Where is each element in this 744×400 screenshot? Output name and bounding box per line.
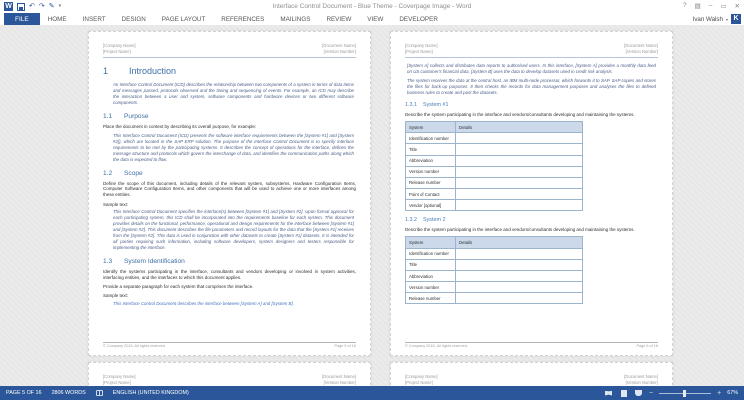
system-2-lead: Describe the system participating in the interface and vendors/consultants developing and maintaining the systems.	[405, 226, 635, 232]
details-cell[interactable]	[456, 200, 583, 211]
restore-icon[interactable]: ▭	[720, 3, 727, 10]
table-row[interactable]: Abbreviation	[406, 270, 583, 281]
table-row[interactable]: Point of Contact	[406, 189, 583, 200]
details-cell[interactable]	[456, 248, 583, 259]
scope-sample-label: Sample text:	[103, 201, 129, 207]
quick-access-toolbar	[0, 2, 61, 11]
header-document: [Document Name]	[322, 43, 356, 48]
header-document: [Document Name]	[624, 374, 658, 379]
tab-review[interactable]: REVIEW	[326, 15, 352, 23]
table-row[interactable]: Abbreviation	[406, 155, 583, 166]
column-header-details: Details	[456, 237, 583, 248]
page-8[interactable]	[390, 362, 673, 386]
details-cell[interactable]	[456, 282, 583, 293]
header-project: [Project Name]	[405, 380, 433, 385]
touch-mode-icon[interactable]: ✎	[48, 3, 55, 10]
table-row[interactable]: Release number	[406, 293, 583, 304]
avatar[interactable]: K	[731, 14, 741, 24]
system-a-paragraph: [System A] collects and distributes data reports to authorised users. In this interface, [System A] provides a monthly data feed on US customer's financial data. [System B] uses the data to develop datasets used in credit risk analysis.	[407, 63, 656, 74]
page-header	[103, 374, 356, 386]
heading-system-1: 1.3.1 System #1	[405, 102, 449, 109]
scope-lead: Define the scope of this document, including details of the relevant system, subsystems, Hardware Configuration Items, Computer Software Configuration Items, and other components that will be used to achieve one or more interfaces among these entities.	[103, 180, 356, 198]
tab-file[interactable]: FILE	[4, 13, 40, 25]
read-mode-icon[interactable]	[604, 389, 613, 398]
footer-page-number: Page 6 of 16	[636, 344, 658, 348]
page-footer	[103, 342, 356, 349]
tab-mailings[interactable]: MAILINGS	[280, 15, 311, 23]
table-row[interactable]: Vendor [optional]	[406, 200, 583, 211]
page-count-indicator[interactable]: PAGE 5 OF 16	[6, 390, 42, 396]
header-version: [Version Number]	[625, 49, 658, 54]
header-document: [Document Name]	[322, 374, 356, 379]
details-cell[interactable]	[456, 144, 583, 155]
system-1-table[interactable]	[405, 121, 583, 212]
chevron-down-icon: ▾	[725, 16, 728, 22]
header-version: [Version Number]	[625, 380, 658, 385]
print-layout-icon[interactable]	[619, 389, 628, 398]
undo-icon[interactable]: ↶	[29, 3, 35, 10]
table-row[interactable]: Identification number	[406, 248, 583, 259]
system-identification-lead2: Provide a separate paragraph for each system that comprises the interface.	[103, 283, 254, 289]
details-cell[interactable]	[456, 189, 583, 200]
details-cell[interactable]	[456, 293, 583, 304]
heading-purpose: 1.1 Purpose	[103, 112, 149, 120]
account-name: Ivan Walsh	[692, 15, 723, 23]
table-row[interactable]: Title	[406, 144, 583, 155]
details-cell[interactable]	[456, 166, 583, 177]
zoom-level[interactable]: 67%	[727, 390, 738, 396]
table-row[interactable]: Version number	[406, 282, 583, 293]
window-controls	[683, 2, 740, 10]
tab-developer[interactable]: DEVELOPER	[399, 15, 438, 23]
tab-references[interactable]: REFERENCES	[221, 15, 265, 23]
scope-sample-paragraph: This Interface Control Document specifies the interface(s) between [System #1] and [System #2]. Upon formal approval for each participating system, this ICD shall be incorporated into the requirements baseline for each system. This document provides details on the functional, performance, operational and design requirements for the interface between [System #1] and [System #2]. This document describes the file parameters and record layouts for the data that the [System #1] receives from the [System #2]. This data is used in conjunction with other datasets to create [System #1] datasets. It is intended for all parties requiring such information, including software developers, system designers and testers responsible for implementing the interface.	[113, 209, 354, 250]
footer-copyright: © Company 2016. All rights reserved.	[405, 344, 468, 348]
zoom-in-button[interactable]: +	[717, 389, 722, 397]
table-row[interactable]: Title	[406, 259, 583, 270]
customize-qat-icon[interactable]: ▾	[58, 3, 62, 9]
window-title: Interface Control Document - Blue Theme - Coverpage Image - Word	[272, 3, 472, 10]
document-canvas[interactable]	[0, 25, 744, 386]
details-cell[interactable]	[456, 133, 583, 144]
header-project: [Project Name]	[103, 380, 131, 385]
header-project: [Project Name]	[103, 49, 131, 54]
header-project: [Project Name]	[405, 49, 433, 54]
system-identification-sample-label: Sample text:	[103, 293, 129, 299]
header-company: [Company Name]	[405, 374, 438, 379]
system-identification-sample: This Interface Control Document describes the interface between [System A] and [System B].	[113, 300, 294, 306]
header-company: [Company Name]	[103, 43, 136, 48]
system-identification-lead: Identify the systems participating in the interface, consultants and vendors developing or involved in system activities, interfacing entities, and the interfaces to which this document applies.	[103, 268, 356, 280]
close-icon[interactable]: ✕	[734, 3, 740, 10]
language-indicator[interactable]: ENGLISH (UNITED KINGDOM)	[112, 390, 189, 396]
title-bar	[0, 0, 744, 13]
proofing-status-icon[interactable]	[96, 390, 103, 396]
system-2-table[interactable]	[405, 236, 583, 304]
heading-scope: 1.2 Scope	[103, 169, 143, 177]
heading-system-2: 1.3.2 System 2	[405, 217, 446, 224]
zoom-slider[interactable]	[659, 393, 711, 394]
column-header-system: System	[406, 237, 456, 248]
page-header	[103, 43, 356, 58]
details-cell[interactable]	[456, 270, 583, 281]
purpose-lead: Place the document in context by describing its overall purpose, for example:	[103, 123, 257, 129]
header-version: [Version Number]	[323, 49, 356, 54]
table-header-row	[406, 237, 583, 248]
page-7[interactable]	[88, 362, 371, 386]
web-layout-icon[interactable]	[634, 389, 643, 398]
page-header	[405, 374, 658, 386]
footer-copyright: © Company 2016. All rights reserved.	[103, 344, 166, 348]
table-row[interactable]: Identification number	[406, 133, 583, 144]
ribbon-display-options-icon[interactable]: ▤	[694, 3, 701, 10]
table-row[interactable]: Release number	[406, 177, 583, 188]
system-1-lead: Describe the system participating in the interface and vendors/consultants developing and maintaining the systems.	[405, 111, 635, 117]
central-host-paragraph: The system receives the data at the central host, an IBM multi-node processor, which forwards it to SAP. SAP copies and stores the files for back-up purposes. It then checks the records for data management purposes and analyses the files to defined business rules to create and post the datasets.	[407, 78, 656, 96]
header-company: [Company Name]	[103, 374, 136, 379]
details-cell[interactable]	[456, 177, 583, 188]
page-6[interactable]	[390, 31, 673, 356]
details-cell[interactable]	[456, 155, 583, 166]
heading-system-identification: 1.3 System Identification	[103, 257, 185, 265]
heading-introduction: 1 Introduction	[103, 66, 177, 76]
page-5[interactable]	[88, 31, 371, 356]
purpose-sample-paragraph: This Interface Control Document (ICD) presents the software interface requirements between the [System #1] and [System #2]), which are located in the SAP ERP solution. The purpose of the Interface Control Document is to specify interface requirements to be met by the participating systems. It describes the concept of operations for the interface, defines the message structure and protocols which govern the interchange of data, and identifies the communication paths along which the data is expected to flow.	[113, 133, 354, 162]
tab-view[interactable]: VIEW	[367, 15, 384, 23]
column-header-system: System	[406, 121, 456, 132]
column-header-details: Details	[456, 121, 583, 132]
zoom-out-button[interactable]: −	[649, 389, 654, 397]
tab-home[interactable]: HOME	[47, 15, 67, 23]
tab-insert[interactable]: INSERT	[82, 15, 106, 23]
zoom-slider-thumb[interactable]	[683, 390, 686, 397]
tab-page-layout[interactable]: PAGE LAYOUT	[161, 15, 206, 23]
header-document: [Document Name]	[624, 43, 658, 48]
table-row[interactable]: Version number	[406, 166, 583, 177]
minimize-icon[interactable]: –	[708, 2, 713, 9]
page-header	[405, 43, 658, 58]
save-icon[interactable]	[17, 3, 25, 11]
intro-sample-paragraph: An Interface Control Document (ICD) describes the relationship between two components of a system in terms of data items and messages passed, protocols observed and the timing and sequencing of events. For example, an ICD may describe the interaction between a user and system, software components and hardware devices or two different software components.	[113, 82, 354, 105]
word-logo-icon[interactable]: W	[5, 3, 12, 10]
account-menu[interactable]	[693, 13, 741, 25]
ribbon-tab-row	[0, 13, 744, 25]
tab-design[interactable]: DESIGN	[121, 15, 146, 23]
details-cell[interactable]	[456, 259, 583, 270]
page-footer	[405, 342, 658, 349]
footer-page-number: Page 5 of 16	[334, 344, 356, 348]
status-bar	[0, 386, 744, 400]
table-header-row	[406, 121, 583, 132]
header-version: [Version Number]	[323, 380, 356, 385]
help-icon[interactable]: ?	[682, 2, 687, 9]
word-count-indicator[interactable]: 2806 WORDS	[51, 390, 86, 396]
header-company: [Company Name]	[405, 43, 438, 48]
redo-icon[interactable]: ↷	[38, 3, 45, 10]
